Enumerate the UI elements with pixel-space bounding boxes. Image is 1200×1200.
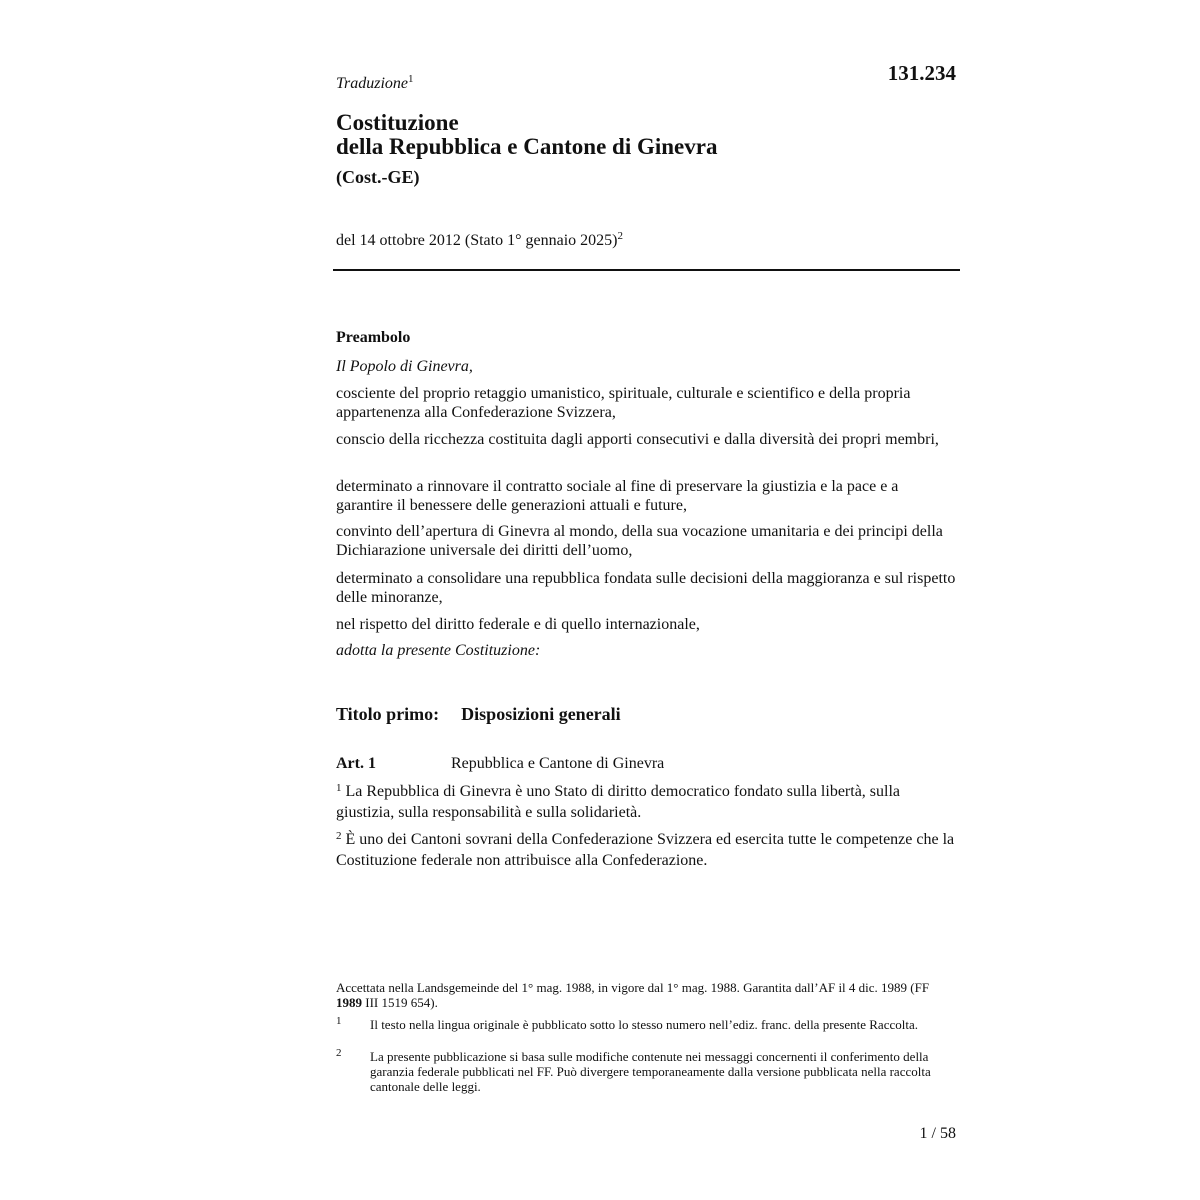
date-text: del 14 ottobre 2012 (Stato 1° gennaio 2025) [336, 232, 618, 249]
footnote-ref-1[interactable]: 1 [408, 73, 414, 85]
document-abbreviation: (Cost.-GE) [336, 167, 420, 187]
document-title-line-1: Costituzione [336, 110, 459, 135]
document-date [336, 231, 623, 251]
article-title: Repubblica e Cantone di Ginevra [451, 755, 665, 772]
preamble-paragraph: determinato a consolidare una repubblica fondata sulle decisioni della maggioranza e sul rispetto delle minoranze, [336, 570, 956, 606]
paragraph-number: 1 [336, 782, 342, 794]
footnote-main-text-end: III 1519 654). [362, 995, 438, 1010]
footnote-number: 2 [336, 1047, 342, 1059]
translation-label [336, 75, 414, 93]
preamble-paragraph: conscio della ricchezza costituita dagli apporti consecutivi e dalla diversità dei propri membri, [336, 431, 939, 448]
footnote-number: 1 [336, 1015, 342, 1027]
title-section-name: Disposizioni generali [461, 704, 621, 724]
footnote-main [336, 980, 956, 1010]
preamble-heading: Preambolo [336, 329, 411, 346]
footnote-text: La presente pubblicazione si basa sulle modifiche contenute nei messaggi concernenti il conferimento della garanzia federale pubblicati nel FF. Può divergere temporaneamente dalla versione pubblicata nella raccolta cantonale delle leggi. [370, 1049, 931, 1094]
paragraph-text: È uno dei Cantoni sovrani della Confederazione Svizzera ed esercita tutte le competenze che la Costituzione federale non attribuisce alla Confederazione. [336, 831, 955, 869]
document-title-line-2: della Repubblica e Cantone di Ginevra [336, 134, 718, 159]
footnote-ref-2[interactable]: 2 [617, 230, 623, 242]
page-number: 1 / 58 [919, 1125, 956, 1142]
footnote-main-text: Accettata nella Landsgemeinde del 1° mag. 1988, in vigore dal 1° mag. 1988. Garantita dall’AF il 4 dic. 1989 (FF [336, 980, 930, 995]
title-section-label: Titolo primo: [336, 704, 440, 724]
preamble-paragraph: cosciente del proprio retaggio umanistico, spirituale, culturale e scientifico e della propria appartenenza alla Confederazione Svizzera, [336, 385, 911, 421]
preamble-paragraph: determinato a rinnovare il contratto sociale al fine di preservare la giustizia e la pace e a garantire il benessere delle generazioni attuali e future, [336, 478, 899, 514]
preamble-paragraph: convinto dell’apertura di Ginevra al mondo, della sua vocazione umanitaria e dei principi della Dichiarazione universale dei diritti dell’uomo, [336, 523, 943, 559]
title-section-heading [336, 703, 621, 725]
preamble-closing: adotta la presente Costituzione: [336, 642, 541, 659]
article-paragraph [336, 781, 960, 823]
footnote-main-year: 1989 [336, 995, 362, 1010]
article-number: Art. 1 [336, 755, 376, 772]
preamble-intro: Il Popolo di Ginevra, [336, 358, 473, 375]
footnote-text: Il testo nella lingua originale è pubblicato sotto lo stesso numero nell’ediz. franc. della presente Raccolta. [370, 1017, 918, 1032]
paragraph-number: 2 [336, 830, 342, 842]
paragraph-text: La Repubblica di Ginevra è uno Stato di diritto democratico fondato sulla libertà, sulla giustizia, sulla responsabilità e sulla solidarietà. [336, 783, 901, 821]
preamble-paragraph: nel rispetto del diritto federale e di quello internazionale, [336, 616, 700, 633]
header-divider [333, 269, 960, 271]
translation-text: Traduzione [336, 75, 409, 92]
document-number: 131.234 [887, 61, 956, 85]
article-paragraph [336, 829, 960, 871]
